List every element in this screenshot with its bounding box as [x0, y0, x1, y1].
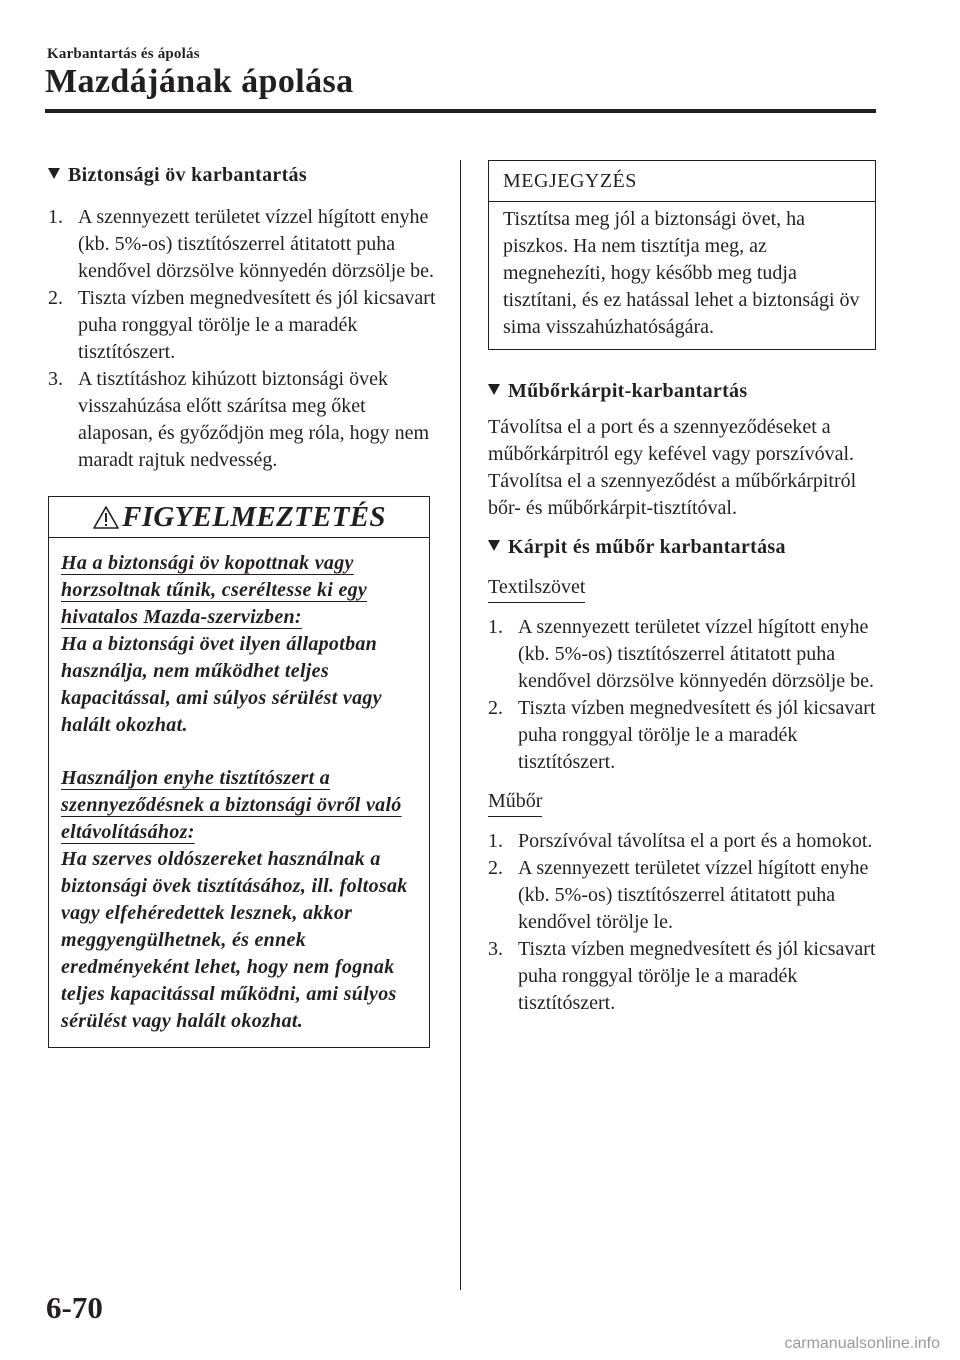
list-item: 1. A szennyezett területet vízzel hígított enyhe (kb. 5%-os) tisztítószerrel átitatott puha kendővel dörzsölve könnyedén dörzsölje be.	[488, 616, 875, 692]
textile-steps	[488, 614, 876, 776]
vinyl-paragraph: Távolítsa el a port és a szennyeződéseket a műbőrkárpitról egy kefével vagy porszívóval.	[488, 416, 854, 465]
triangle-bullet-icon	[488, 540, 500, 551]
list-item: 2. A szennyezett területet vízzel hígított enyhe (kb. 5%-os) tisztítószerrel átitatott puha kendővel törölje le.	[488, 857, 869, 933]
seatbelt-section-title: Biztonsági öv karbantartás	[68, 164, 307, 186]
warning-text: Ha szerves oldószereket használnak a biztonsági övek tisztításához, ill. foltosak vagy elfehéredettek lesznek, akkor meggyengülhetnek, és ennek eredményeként lehet, hogy nem fognak teljes kapacitással működni, ami súlyos sérülést vagy halált okozhat.	[61, 848, 408, 1032]
vinyl-section-heading	[488, 376, 876, 406]
note-title: MEGJEGYZÉS	[489, 161, 875, 202]
vinyl-paragraph: Távolítsa el a szennyeződést a műbőrkárpitról bőr- és műbőrkárpit-tisztítóval.	[488, 470, 857, 519]
list-item: 2. Tiszta vízben megnedvesített és jól kicsavart puha ronggyal törölje le a maradék tisztítószert.	[488, 697, 876, 773]
warning-triangle-icon	[92, 505, 120, 530]
upholstery-section-title: Kárpit és műbőr karbantartása	[508, 536, 786, 558]
leather-subheading: Műbőr	[488, 788, 542, 817]
page-number: 6-70	[46, 1290, 103, 1325]
warning-text: Ha a biztonsági övet ilyen állapotban használja, nem működhet teljes kapacitással, ami súlyos sérülést vagy halált okozhat.	[61, 633, 382, 736]
leather-steps	[488, 828, 876, 1017]
note-text: Tisztítsa meg jól a biztonsági övet, ha piszkos. Ha nem tisztítja meg, az megnehezíti, hogy később meg tudja tisztítani, és ez hatással lehet a biztonsági öv sima visszahúzhatóságára.	[503, 208, 860, 338]
upholstery-section-heading	[488, 532, 876, 562]
triangle-bullet-icon	[488, 384, 500, 395]
column-divider	[460, 160, 461, 1290]
warning-header	[49, 497, 429, 538]
triangle-bullet-icon	[48, 168, 60, 179]
textile-subheading: Textilszövet	[488, 574, 585, 603]
watermark: carmanualsonline.info	[784, 1335, 940, 1352]
warning-body	[49, 538, 429, 1047]
header-divider	[45, 109, 876, 113]
warning-box	[48, 496, 430, 1048]
warning-heading: Használjon enyhe tisztítószert a szennyeződésnek a biztonsági övről való eltávolításához:	[61, 767, 402, 843]
left-column	[48, 160, 440, 1048]
warning-heading: Ha a biztonsági öv kopottnak vagy horzsoltnak tűnik, cseréltesse ki egy hivatalos Mazda-szervizben:	[61, 552, 368, 628]
vinyl-section-title: Műbőrkárpit-karbantartás	[508, 380, 748, 402]
note-box	[488, 160, 876, 350]
page-title: Mazdájának ápolása	[45, 63, 354, 100]
seatbelt-steps	[48, 204, 440, 474]
list-item: 1. Porszívóval távolítsa el a port és a homokot.	[488, 830, 873, 852]
seatbelt-section-heading	[48, 160, 440, 190]
list-item: 2. Tiszta vízben megnedvesített és jól kicsavart puha ronggyal törölje le a maradék tisztítószert.	[48, 287, 436, 363]
list-item: 1. A szennyezett területet vízzel hígított enyhe (kb. 5%-os) tisztítószerrel átitatott puha kendővel dörzsölve könnyedén dörzsölje be.	[48, 206, 435, 282]
section-label: Karbantartás és ápolás	[47, 46, 200, 62]
warning-title: FIGYELMEZTETÉS	[122, 500, 386, 533]
right-column	[488, 160, 876, 1017]
list-item: 3. A tisztításhoz kihúzott biztonsági övek visszahúzása előtt szárítsa meg őket alaposan, és győződjön meg róla, hogy nem maradt rajtuk nedvesség.	[48, 368, 430, 471]
list-item: 3. Tiszta vízben megnedvesített és jól kicsavart puha ronggyal törölje le a maradék tisztítószert.	[488, 938, 876, 1014]
